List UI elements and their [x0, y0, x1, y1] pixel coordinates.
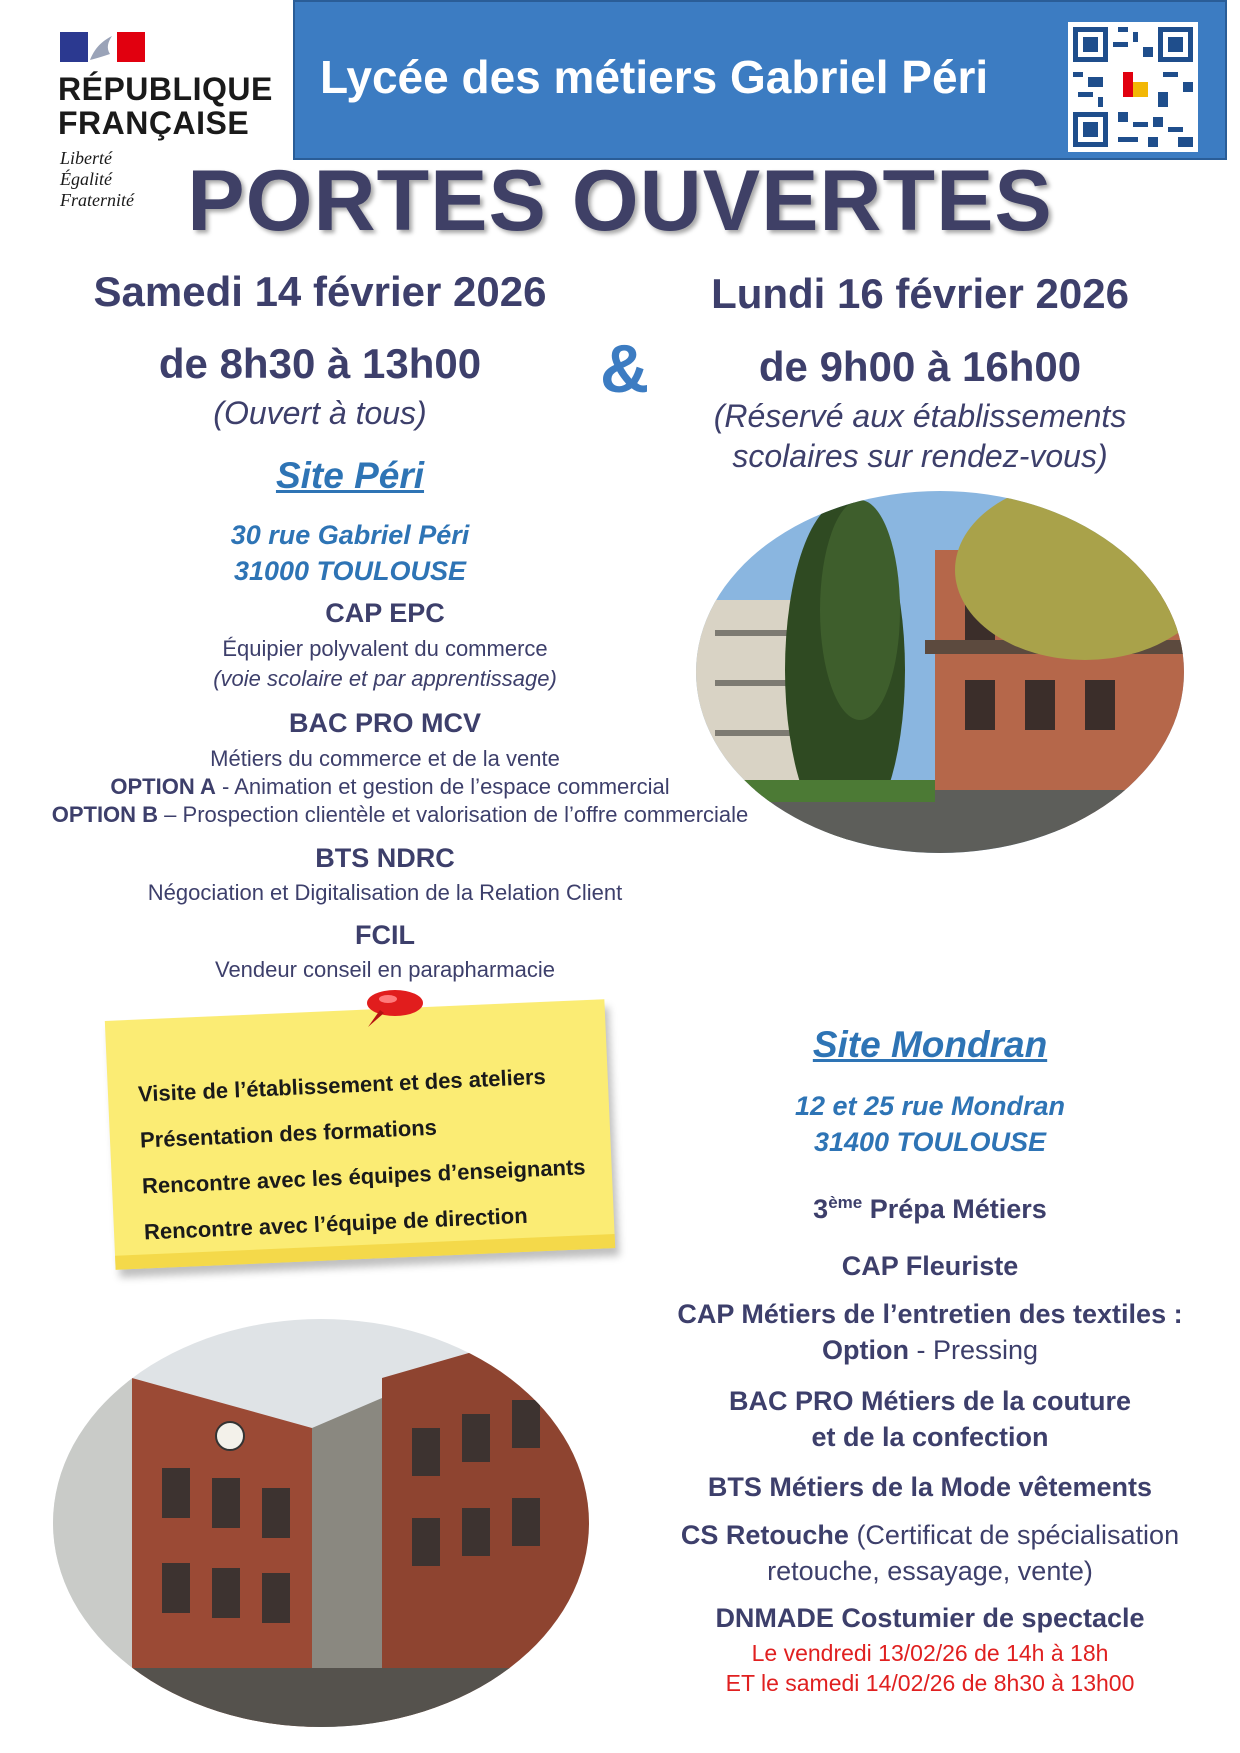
option-b-line [15, 802, 785, 828]
sticky-item: Rencontre avec les équipes d’enseignants [141, 1154, 586, 1199]
option-label: Option [821, 1335, 909, 1365]
sticky-item: Présentation des formations [139, 1114, 438, 1153]
option-b-label: OPTION B [51, 802, 159, 827]
dnmade-date-1: Le vendredi 13/02/26 de 14h à 18h [751, 1640, 1109, 1666]
dnmade-date-2: ET le samedi 14/02/26 de 8h30 à 13h00 [725, 1670, 1135, 1696]
logo-francaise: FRANÇAISE [58, 105, 250, 141]
left-note: (Ouvert à tous) [213, 395, 427, 431]
ampersand: & [600, 331, 650, 407]
prepa-metiers [680, 1185, 1180, 1227]
headline-portes-ouvertes: PORTES OUVERTES [187, 153, 1053, 249]
cs-label: CS Retouche [680, 1520, 849, 1550]
cap-epc-title: CAP EPC [325, 598, 445, 628]
site-mondran-title: Site Mondran [812, 1024, 1048, 1065]
option-a-text: - Animation et gestion de l’espace commercial [215, 774, 670, 799]
fcil-title: FCIL [355, 920, 415, 950]
option-text: - Pressing [908, 1335, 1039, 1365]
sticky-note [105, 999, 615, 1270]
right-note-line1: (Réservé aux établissements [713, 398, 1127, 434]
motto-liberte: Liberté [60, 148, 112, 168]
option-a-label: OPTION A [110, 774, 216, 799]
pushpin-icon [340, 985, 430, 1035]
qr-code-icon[interactable] [1068, 22, 1198, 152]
site-mondran-photo [52, 1318, 590, 1728]
cs-retouche-line1 [640, 1517, 1220, 1553]
left-date: Samedi 14 février 2026 [93, 268, 547, 315]
prepa-text: Prépa Métiers [862, 1194, 1047, 1224]
motto-egalite: Égalité [60, 169, 112, 189]
dnmade-title: DNMADE Costumier de spectacle [715, 1603, 1145, 1633]
cs-retouche-line2: retouche, essayage, vente) [767, 1556, 1093, 1586]
logo-republique: RÉPUBLIQUE [58, 71, 273, 107]
option-a-line [40, 774, 740, 800]
marianne-flag-logo [60, 32, 145, 62]
option-b-text: – Prospection clientèle et valorisation de l’offre commerciale [158, 802, 749, 827]
bac-pro-mcv-title: BAC PRO MCV [288, 708, 481, 738]
bts-mode: BTS Métiers de la Mode vêtements [707, 1472, 1153, 1502]
right-hours: de 9h00 à 16h00 [758, 343, 1082, 390]
right-note-line2: scolaires sur rendez-vous) [732, 438, 1108, 474]
prepa-num: 3 [813, 1194, 829, 1224]
bts-ndrc-subtitle: Négociation et Digitalisation de la Relation Client [147, 880, 623, 905]
cap-textiles: CAP Métiers de l’entretien des textiles : [677, 1299, 1183, 1329]
motto-fraternite: Fraternité [60, 190, 134, 210]
cap-textiles-option [680, 1332, 1180, 1368]
site-peri-address-1: 30 rue Gabriel Péri [230, 520, 470, 550]
site-mondran-address-1: 12 et 25 rue Mondran [794, 1091, 1066, 1121]
sticky-item: Rencontre avec l’équipe de direction [143, 1202, 529, 1245]
site-mondran-address-2: 31400 TOULOUSE [813, 1127, 1047, 1157]
cap-fleuriste: CAP Fleuriste [841, 1251, 1019, 1281]
bac-couture-line2: et de la confection [811, 1422, 1049, 1452]
cap-epc-mode: (voie scolaire et par apprentissage) [213, 666, 557, 691]
sticky-item: Visite de l’établissement et des ateliers [137, 1063, 547, 1107]
fcil-subtitle: Vendeur conseil en parapharmacie [214, 957, 555, 982]
site-peri-title: Site Péri [275, 455, 425, 496]
bac-pro-mcv-subtitle: Métiers du commerce et de la vente [210, 746, 560, 771]
prepa-sup: ème [828, 1193, 863, 1212]
site-peri-address-2: 31000 TOULOUSE [233, 556, 467, 586]
cap-epc-subtitle: Équipier polyvalent du commerce [222, 636, 548, 661]
cs-text1: (Certificat de spécialisation [848, 1520, 1180, 1550]
school-title: Lycée des métiers Gabriel Péri [320, 51, 989, 103]
bts-ndrc-title: BTS NDRC [315, 843, 455, 873]
right-date: Lundi 16 février 2026 [711, 270, 1129, 317]
bac-couture-line1: BAC PRO Métiers de la couture [728, 1386, 1132, 1416]
site-peri-photo [695, 490, 1185, 855]
left-hours: de 8h30 à 13h00 [158, 340, 482, 387]
